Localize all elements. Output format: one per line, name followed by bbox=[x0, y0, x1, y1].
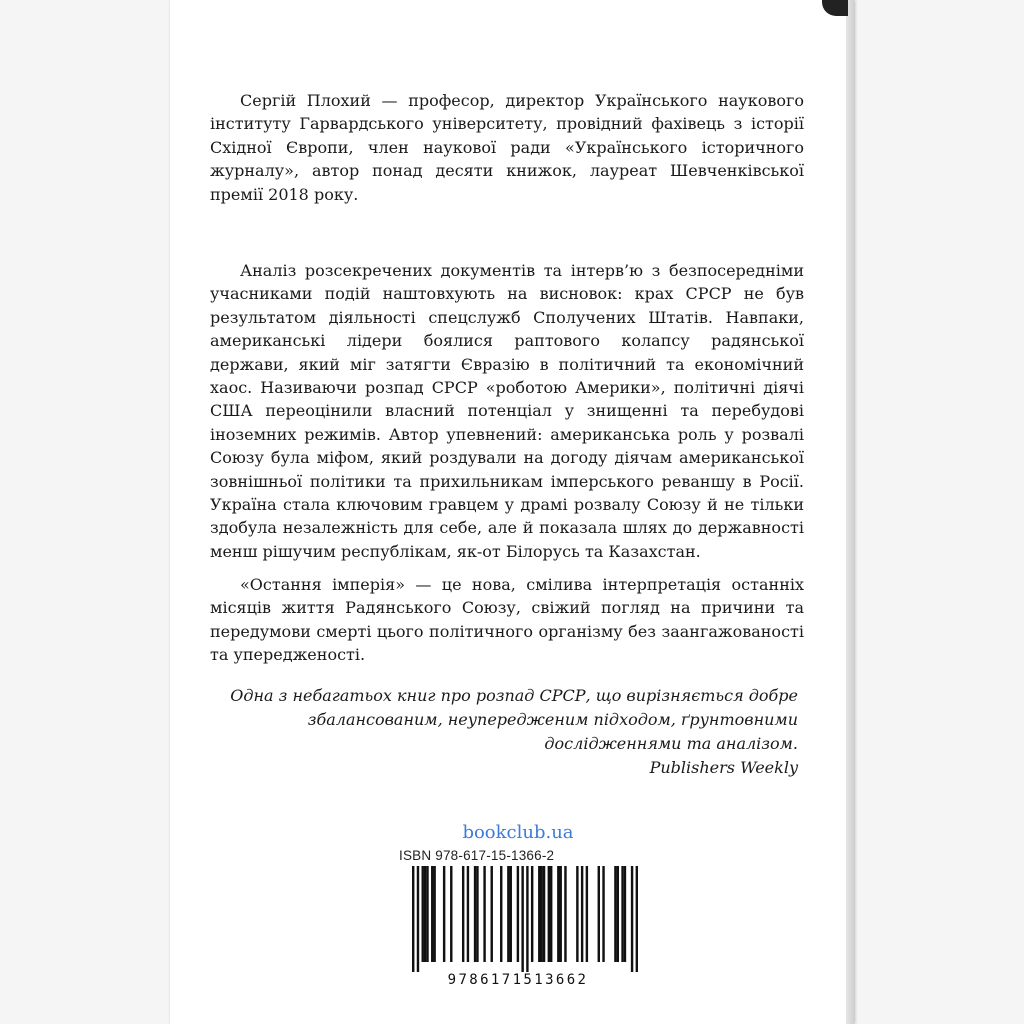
barcode-bar bbox=[631, 866, 633, 972]
barcode-bar bbox=[510, 866, 512, 962]
barcode-bar bbox=[538, 866, 540, 962]
barcode-bar bbox=[564, 866, 566, 962]
barcode-bar bbox=[517, 866, 519, 962]
barcode-bar bbox=[412, 866, 414, 972]
barcode-bar bbox=[559, 866, 561, 962]
review-quote bbox=[220, 684, 798, 780]
barcode-bar bbox=[476, 866, 478, 962]
barcode-bar bbox=[431, 866, 433, 962]
barcode-bar bbox=[491, 866, 493, 962]
barcode-bar bbox=[543, 866, 545, 962]
barcode-bar bbox=[483, 866, 485, 962]
barcode-bar bbox=[422, 866, 424, 962]
publisher-site-link[interactable]: bookclub.ua bbox=[462, 822, 574, 843]
cover-edge-shadow bbox=[846, 0, 854, 1024]
barcode-digits: 9786171513662 bbox=[447, 972, 589, 988]
isbn-number: ISBN 978-617-15-1366-2 bbox=[399, 848, 555, 863]
barcode-bar bbox=[474, 866, 476, 962]
barcode-icon bbox=[398, 866, 638, 972]
barcode-bar bbox=[433, 866, 435, 962]
barcode-bar bbox=[548, 866, 550, 962]
barcode-bar bbox=[424, 866, 426, 962]
barcode-bar bbox=[531, 866, 533, 962]
barcode-bar bbox=[617, 866, 619, 962]
barcode-bar bbox=[417, 866, 419, 972]
barcode-block bbox=[398, 866, 638, 990]
barcode-bar bbox=[467, 866, 469, 962]
barcode-bar bbox=[550, 866, 552, 962]
barcode-bar bbox=[443, 866, 445, 962]
barcode-bar bbox=[450, 866, 452, 962]
barcode-bar bbox=[614, 866, 616, 962]
book-analysis-paragraph: Аналіз розсекречених документів та інтерв’ю з безпосередніми учасниками подій наштовхують на висновок: крах СРСР не був результатом діяльності спецслужб Сполучених Штатів. Навпаки, американські лідери боялися раптового колапсу радянської держави, який міг затягти Євразію в політичний та економічний хаос. Називаючи розпад СРСР «роботою Америки», політичні діячі США переоцінили власний потенціал у знищенні та перебудові іноземних режимів. Автор упевнений: американська роль у розвалі Союзу була міфом, який роздували на догоду діячам американської зовнішньої політики та прихильникам імперського реваншу в Росії. Україна стала ключовим гравцем у драмі розвалу Союзу й не тільки здобула незалежність для себе, але й показала шлях до державності менш рішучим республікам, як-от Білорусь та Казахстан. bbox=[210, 261, 804, 561]
barcode-bar bbox=[598, 866, 600, 962]
barcode-bar bbox=[557, 866, 559, 962]
barcode-bar bbox=[581, 866, 583, 962]
barcode-bar bbox=[521, 866, 523, 972]
barcode-bar bbox=[526, 866, 528, 972]
barcode-bar bbox=[624, 866, 626, 962]
barcode-bar bbox=[426, 866, 428, 962]
barcode-bar bbox=[586, 866, 588, 962]
review-quote-text: Одна з небагатьох книг про розпад СРСР, що вирізняється добре збалансованим, неупередженим підходом, ґрунтовними дослідженнями та аналізом. bbox=[230, 686, 798, 753]
barcode-bar bbox=[602, 866, 604, 962]
barcode-bar bbox=[500, 866, 502, 962]
author-bio: Сергій Плохий — професор, директор Українського наукового інституту Гарвардського університету, провідний фахівець з історії Східної Європи, член наукової ради «Українського історичного журналу», автор понад десяти книжок, лауреат Шевченківської премії 2018 року. bbox=[210, 91, 804, 204]
barcode-bar bbox=[621, 866, 623, 962]
barcode-bar bbox=[462, 866, 464, 962]
barcode-bar bbox=[507, 866, 509, 962]
book-summary-paragraph: «Остання імперія» — це нова, смілива інтерпретація останніх місяців життя Радянського Союзу, свіжий погляд на причини та передумови смерті цього політичного організму без заангажованості та упередженості. bbox=[210, 575, 804, 665]
barcode-bar bbox=[576, 866, 578, 962]
barcode-bar bbox=[636, 866, 638, 972]
review-quote-source: Publishers Weekly bbox=[649, 758, 798, 777]
barcode-bar bbox=[540, 866, 542, 962]
